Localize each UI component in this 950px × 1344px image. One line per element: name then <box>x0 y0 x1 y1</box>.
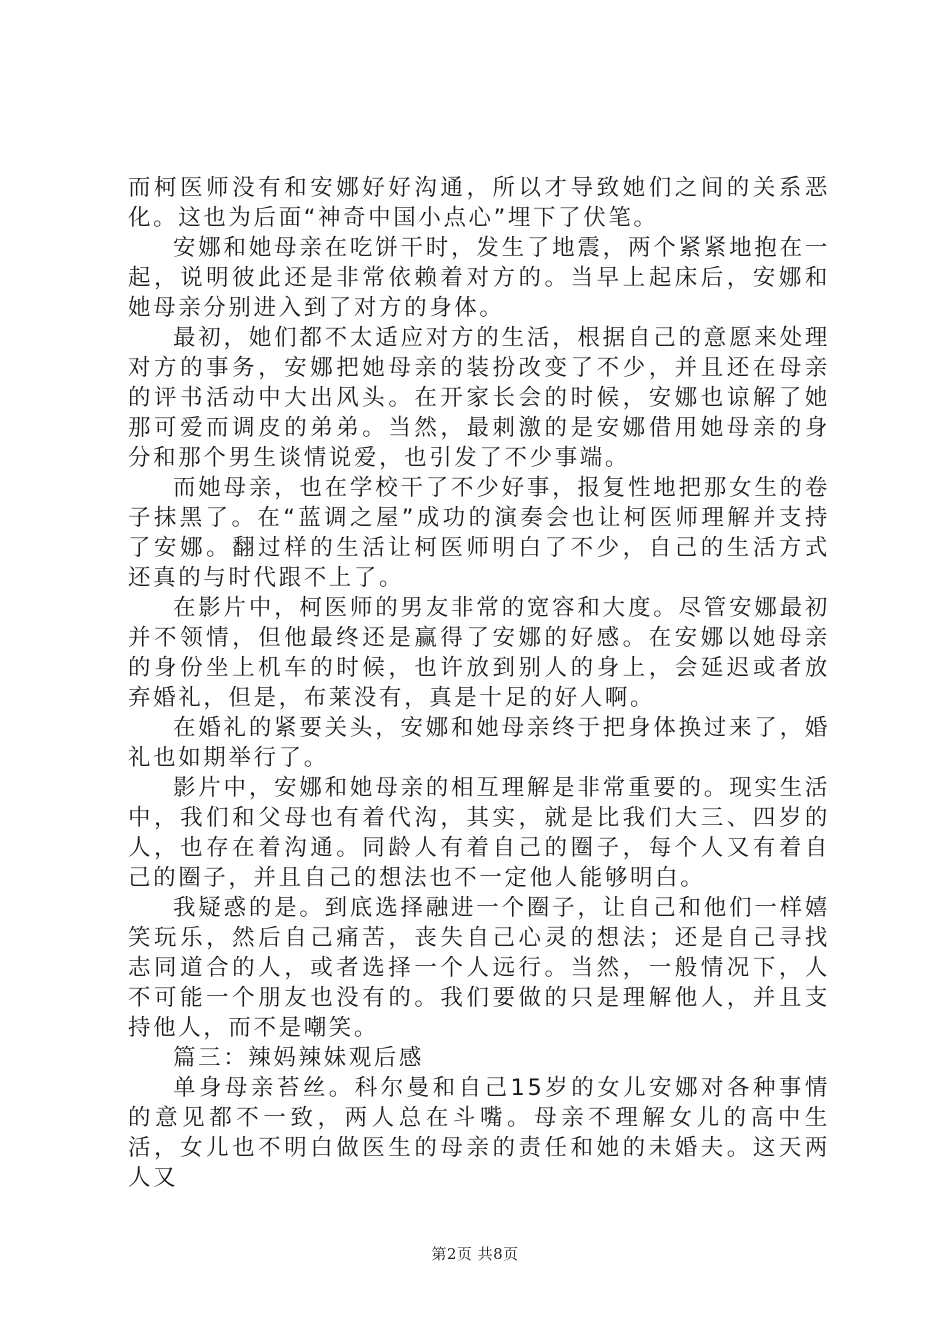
paragraph-6: 在婚礼的紧要关头，安娜和她母亲终于把身体换过来了，婚礼也如期举行了。 <box>128 715 830 771</box>
paragraph-3: 最初，她们都不太适应对方的生活，根据自己的意愿来处理对方的事务，安娜把她母亲的装扮改变了不少，并且还在母亲的评书活动中大出风头。在开家长会的时候，安娜也谅解了她那可爱而调皮的弟弟。当然，最刺激的是安娜借用她母亲的身分和那个男生谈情说爱，也引发了不少事端。 <box>128 325 830 471</box>
paragraph-5: 在影片中，柯医师的男友非常的宽容和大度。尽管安娜最初并不领情，但他最终还是赢得了安娜的好感。在安娜以她母亲的身份坐上机车的时候，也许放到别人的身上，会延迟或者放弃婚礼，但是，布莱没有，真是十足的好人啊。 <box>128 595 830 711</box>
paragraph-4: 而她母亲，也在学校干了不少好事，报复性地把那女生的卷子抹黑了。在“蓝调之屋”成功的演奏会也让柯医师理解并支持了安娜。翻过样的生活让柯医师明白了不少，自己的生活方式还真的与时代跟不上了。 <box>128 475 830 591</box>
paragraph-2: 安娜和她母亲在吃饼干时，发生了地震，两个紧紧地抱在一起，说明彼此还是非常依赖着对方的。当早上起床后，安娜和她母亲分别进入到了对方的身体。 <box>128 235 830 321</box>
section-heading: 篇三：辣妈辣妹观后感 <box>173 1045 425 1071</box>
paragraph-7: 影片中，安娜和她母亲的相互理解是非常重要的。现实生活中，我们和父母也有着代沟，其实，就是比我们大三、四岁的人，也存在着沟通。同龄人有着自己的圈子，每个人又有着自己的圈子，并且自己的想法也不一定他人能够明白。 <box>128 775 830 891</box>
paragraph-1: 而柯医师没有和安娜好好沟通，所以才导致她们之间的关系恶化。这也为后面“神奇中国小点心”埋下了伏笔。 <box>128 175 830 231</box>
paragraph-8: 我疑惑的是。到底选择融进一个圈子，让自己和他们一样嬉笑玩乐，然后自己痛苦，丧失自己心灵的想法；还是自己寻找志同道合的人，或者选择一个人远行。当然，一般情况下，人不可能一个朋友也没有的。我们要做的只是理解他人，并且支持他人，而不是嘲笑。 <box>128 895 830 1041</box>
paragraph-10: 单身母亲苔丝。科尔曼和自己15岁的女儿安娜对各种事情的意见都不一致，两人总在斗嘴。母亲不理解女儿的高中生活，女儿也不明白做医生的母亲的责任和她的未婚夫。这天两人又 <box>128 1075 830 1191</box>
page-number-footer: 第2页 共8页 <box>431 1245 519 1263</box>
body-text <box>128 173 830 1193</box>
